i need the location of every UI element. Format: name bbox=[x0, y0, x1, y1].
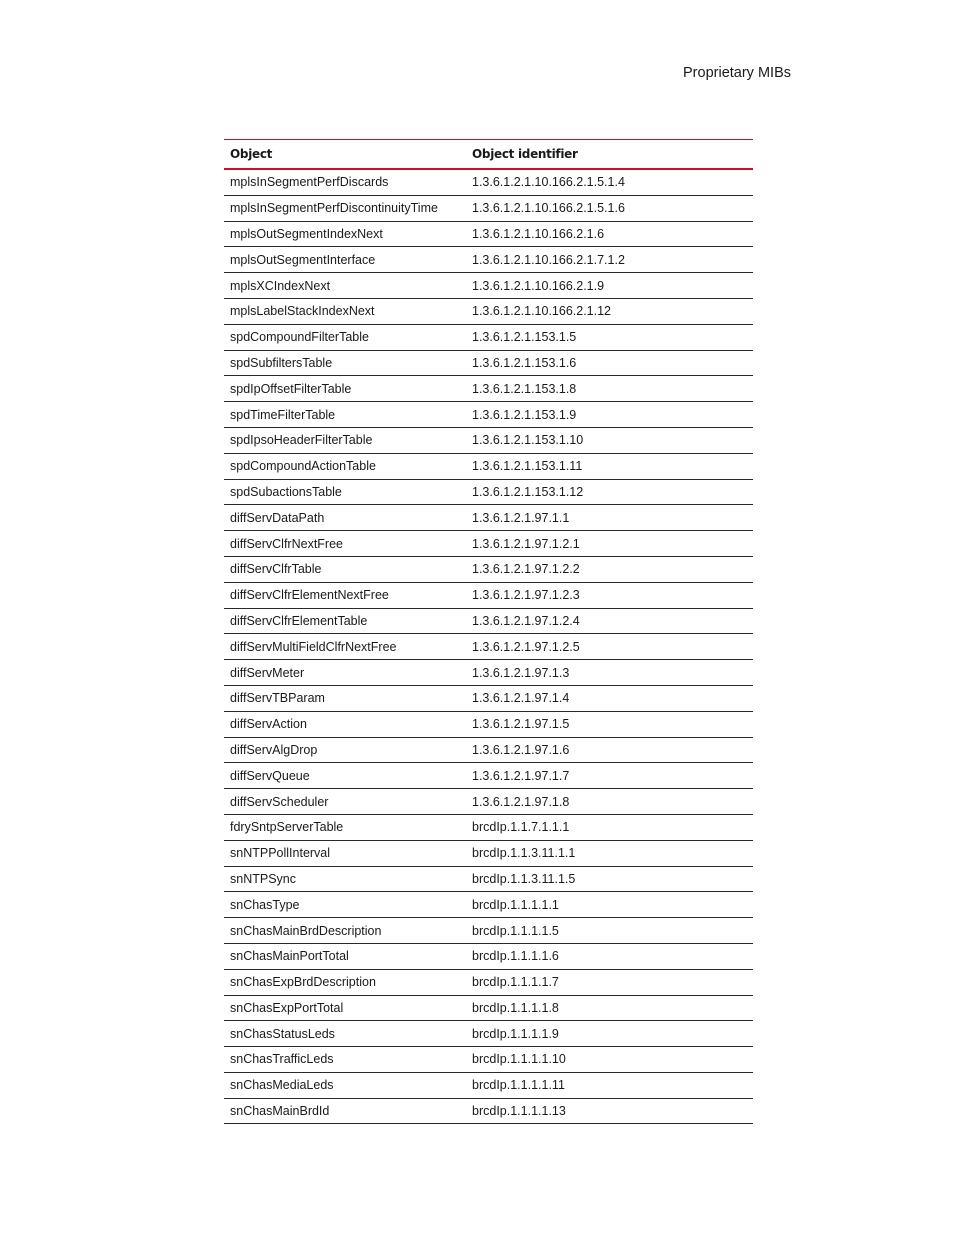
object-identifier-cell: brcdIp.1.1.1.1.5 bbox=[466, 918, 753, 944]
object-name-cell: mplsXCIndexNext bbox=[224, 273, 466, 299]
object-identifier-cell: 1.3.6.1.2.1.10.166.2.1.7.1.2 bbox=[466, 247, 753, 273]
object-name-cell: spdIpOffsetFilterTable bbox=[224, 376, 466, 402]
object-identifier-cell: 1.3.6.1.2.1.153.1.5 bbox=[466, 324, 753, 350]
table-row bbox=[224, 892, 753, 918]
object-identifier-cell: 1.3.6.1.2.1.10.166.2.1.12 bbox=[466, 298, 753, 324]
table-row bbox=[224, 169, 753, 195]
table-row bbox=[224, 298, 753, 324]
table-row bbox=[224, 918, 753, 944]
object-name-cell: snChasMainBrdId bbox=[224, 1098, 466, 1124]
table-row bbox=[224, 840, 753, 866]
object-identifier-cell: 1.3.6.1.2.1.97.1.5 bbox=[466, 711, 753, 737]
table-row bbox=[224, 582, 753, 608]
object-identifier-cell: 1.3.6.1.2.1.153.1.9 bbox=[466, 402, 753, 428]
object-name-cell: diffServMeter bbox=[224, 660, 466, 686]
object-name-cell: spdCompoundActionTable bbox=[224, 453, 466, 479]
object-name-cell: snNTPPollInterval bbox=[224, 840, 466, 866]
table-row bbox=[224, 556, 753, 582]
object-name-cell: mplsOutSegmentIndexNext bbox=[224, 221, 466, 247]
table-row bbox=[224, 505, 753, 531]
object-identifier-cell: brcdIp.1.1.1.1.10 bbox=[466, 1047, 753, 1073]
object-identifier-cell: 1.3.6.1.2.1.153.1.11 bbox=[466, 453, 753, 479]
object-identifier-cell: 1.3.6.1.2.1.97.1.1 bbox=[466, 505, 753, 531]
object-name-cell: diffServClfrNextFree bbox=[224, 531, 466, 557]
table-row bbox=[224, 1098, 753, 1124]
table-row bbox=[224, 763, 753, 789]
object-name-cell: mplsInSegmentPerfDiscontinuityTime bbox=[224, 195, 466, 221]
object-identifier-cell: 1.3.6.1.2.1.97.1.2.4 bbox=[466, 608, 753, 634]
object-name-cell: mplsLabelStackIndexNext bbox=[224, 298, 466, 324]
object-identifier-cell: 1.3.6.1.2.1.97.1.2.2 bbox=[466, 556, 753, 582]
object-name-cell: diffServQueue bbox=[224, 763, 466, 789]
table-body bbox=[224, 169, 753, 1124]
object-identifier-cell: brcdIp.1.1.1.1.8 bbox=[466, 995, 753, 1021]
table-row bbox=[224, 943, 753, 969]
object-name-cell: snNTPSync bbox=[224, 866, 466, 892]
object-identifier-cell: brcdIp.1.1.1.1.1 bbox=[466, 892, 753, 918]
object-name-cell: spdSubactionsTable bbox=[224, 479, 466, 505]
table-row bbox=[224, 376, 753, 402]
table-row bbox=[224, 350, 753, 376]
object-identifier-cell: 1.3.6.1.2.1.10.166.2.1.5.1.6 bbox=[466, 195, 753, 221]
table-row bbox=[224, 453, 753, 479]
running-header-title: Proprietary MIBs bbox=[683, 65, 791, 81]
table-row bbox=[224, 1021, 753, 1047]
object-identifier-cell: 1.3.6.1.2.1.97.1.2.5 bbox=[466, 634, 753, 660]
object-identifier-cell: 1.3.6.1.2.1.10.166.2.1.9 bbox=[466, 273, 753, 299]
object-name-cell: snChasStatusLeds bbox=[224, 1021, 466, 1047]
column-header-object: Object bbox=[224, 140, 466, 170]
table-row bbox=[224, 195, 753, 221]
table-row bbox=[224, 711, 753, 737]
table-row bbox=[224, 737, 753, 763]
mib-object-table bbox=[224, 139, 753, 1124]
object-identifier-cell: 1.3.6.1.2.1.153.1.10 bbox=[466, 427, 753, 453]
table-row bbox=[224, 995, 753, 1021]
object-identifier-cell: 1.3.6.1.2.1.10.166.2.1.6 bbox=[466, 221, 753, 247]
object-name-cell: diffServDataPath bbox=[224, 505, 466, 531]
object-name-cell: diffServAction bbox=[224, 711, 466, 737]
object-identifier-cell: 1.3.6.1.2.1.153.1.6 bbox=[466, 350, 753, 376]
object-identifier-cell: brcdIp.1.1.1.1.6 bbox=[466, 943, 753, 969]
object-name-cell: diffServTBParam bbox=[224, 685, 466, 711]
table-row bbox=[224, 969, 753, 995]
table-header bbox=[224, 140, 753, 170]
object-identifier-cell: brcdIp.1.1.1.1.11 bbox=[466, 1072, 753, 1098]
object-name-cell: spdIpsoHeaderFilterTable bbox=[224, 427, 466, 453]
table-row bbox=[224, 608, 753, 634]
object-identifier-cell: brcdIp.1.1.3.11.1.1 bbox=[466, 840, 753, 866]
object-identifier-cell: 1.3.6.1.2.1.97.1.6 bbox=[466, 737, 753, 763]
object-name-cell: snChasMainBrdDescription bbox=[224, 918, 466, 944]
object-identifier-cell: 1.3.6.1.2.1.97.1.2.3 bbox=[466, 582, 753, 608]
object-name-cell: diffServClfrElementTable bbox=[224, 608, 466, 634]
object-identifier-cell: 1.3.6.1.2.1.153.1.8 bbox=[466, 376, 753, 402]
object-name-cell: diffServScheduler bbox=[224, 789, 466, 815]
object-name-cell: fdrySntpServerTable bbox=[224, 814, 466, 840]
object-name-cell: diffServMultiFieldClfrNextFree bbox=[224, 634, 466, 660]
table-row bbox=[224, 273, 753, 299]
table-row bbox=[224, 685, 753, 711]
object-name-cell: spdTimeFilterTable bbox=[224, 402, 466, 428]
object-identifier-cell: 1.3.6.1.2.1.153.1.12 bbox=[466, 479, 753, 505]
table-row bbox=[224, 1047, 753, 1073]
object-identifier-cell: 1.3.6.1.2.1.97.1.3 bbox=[466, 660, 753, 686]
object-name-cell: mplsOutSegmentInterface bbox=[224, 247, 466, 273]
table-row bbox=[224, 660, 753, 686]
object-identifier-cell: 1.3.6.1.2.1.97.1.2.1 bbox=[466, 531, 753, 557]
object-name-cell: snChasExpBrdDescription bbox=[224, 969, 466, 995]
object-identifier-cell: brcdIp.1.1.1.1.7 bbox=[466, 969, 753, 995]
object-identifier-cell: brcdIp.1.1.3.11.1.5 bbox=[466, 866, 753, 892]
table-row bbox=[224, 402, 753, 428]
object-identifier-cell: 1.3.6.1.2.1.97.1.7 bbox=[466, 763, 753, 789]
table-row bbox=[224, 427, 753, 453]
object-name-cell: diffServAlgDrop bbox=[224, 737, 466, 763]
table-row bbox=[224, 634, 753, 660]
object-identifier-cell: brcdIp.1.1.1.1.9 bbox=[466, 1021, 753, 1047]
object-name-cell: diffServClfrTable bbox=[224, 556, 466, 582]
table-row bbox=[224, 479, 753, 505]
table-row bbox=[224, 789, 753, 815]
table-row bbox=[224, 531, 753, 557]
object-name-cell: spdCompoundFilterTable bbox=[224, 324, 466, 350]
object-name-cell: spdSubfiltersTable bbox=[224, 350, 466, 376]
object-name-cell: snChasMainPortTotal bbox=[224, 943, 466, 969]
table-row bbox=[224, 324, 753, 350]
object-name-cell: snChasExpPortTotal bbox=[224, 995, 466, 1021]
object-identifier-cell: brcdIp.1.1.1.1.13 bbox=[466, 1098, 753, 1124]
object-name-cell: snChasMediaLeds bbox=[224, 1072, 466, 1098]
object-name-cell: diffServClfrElementNextFree bbox=[224, 582, 466, 608]
table-row bbox=[224, 814, 753, 840]
object-identifier-cell: 1.3.6.1.2.1.97.1.4 bbox=[466, 685, 753, 711]
table-row bbox=[224, 866, 753, 892]
object-identifier-cell: 1.3.6.1.2.1.97.1.8 bbox=[466, 789, 753, 815]
object-name-cell: snChasTrafficLeds bbox=[224, 1047, 466, 1073]
table-row bbox=[224, 247, 753, 273]
object-name-cell: snChasType bbox=[224, 892, 466, 918]
object-identifier-cell: brcdIp.1.1.7.1.1.1 bbox=[466, 814, 753, 840]
object-identifier-cell: 1.3.6.1.2.1.10.166.2.1.5.1.4 bbox=[466, 169, 753, 195]
table-row bbox=[224, 1072, 753, 1098]
table-row bbox=[224, 221, 753, 247]
object-name-cell: mplsInSegmentPerfDiscards bbox=[224, 169, 466, 195]
table-header-row bbox=[224, 140, 753, 170]
column-header-object-identifier: Object identifier bbox=[466, 140, 753, 170]
